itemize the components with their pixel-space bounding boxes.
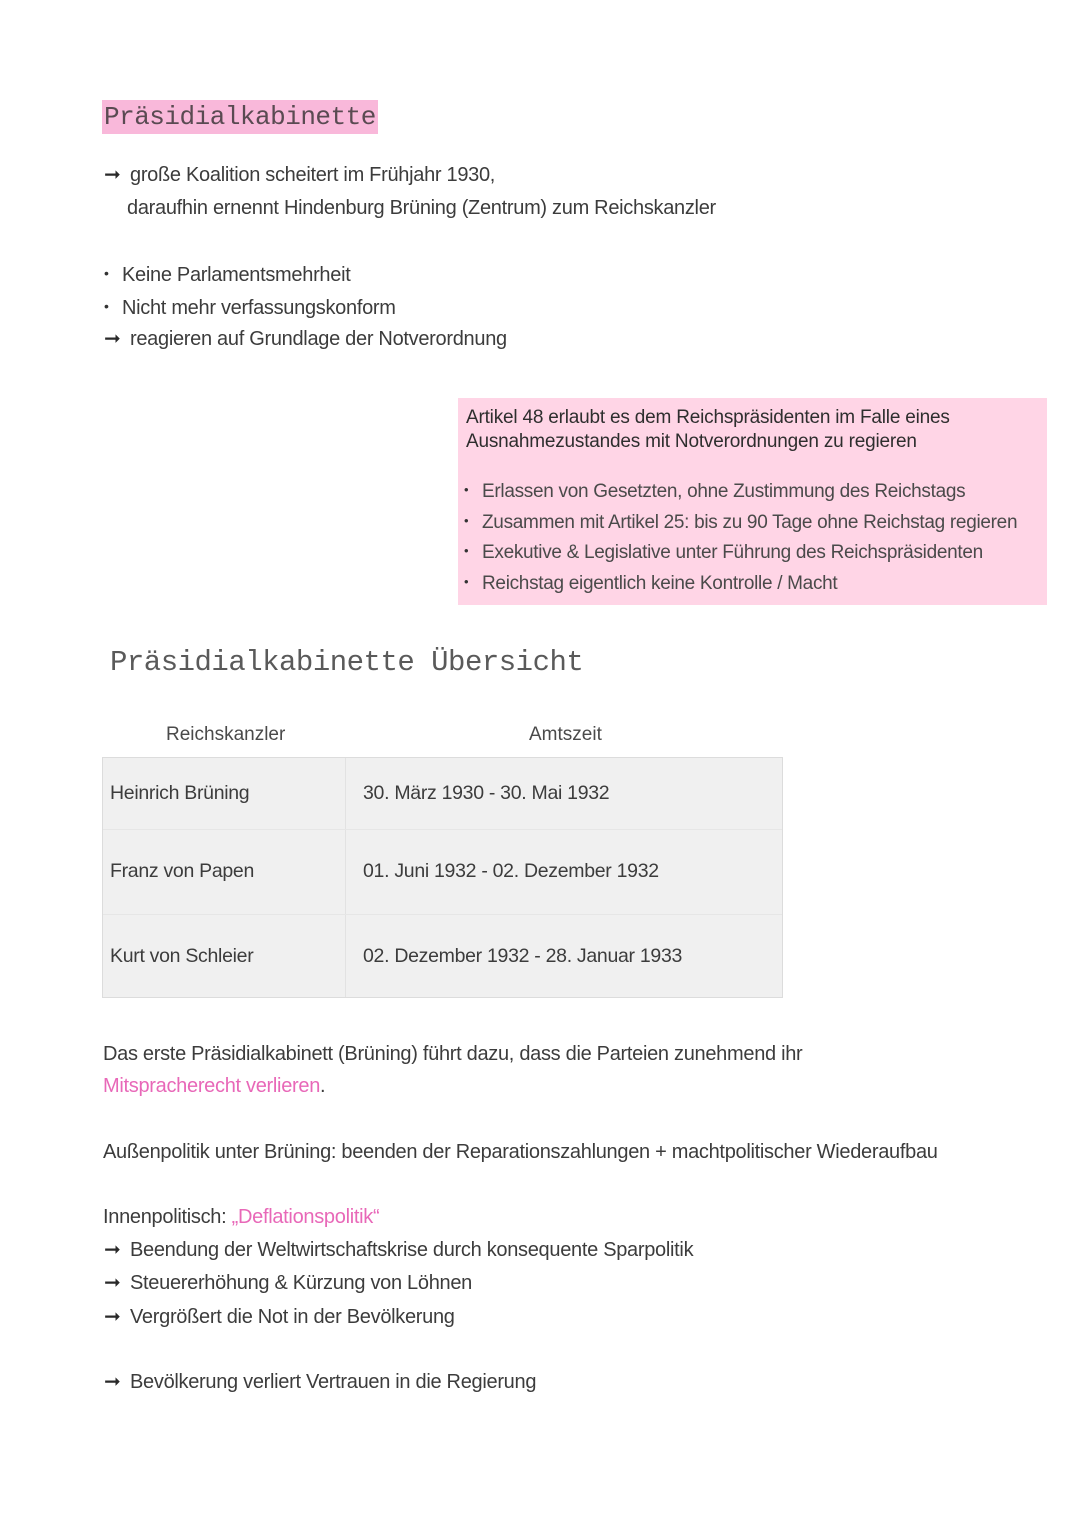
table-cell-term: 30. März 1930 - 30. Mai 1932 <box>363 782 610 804</box>
consequence-text: reagieren auf Grundlage der Notverordnung <box>130 328 507 350</box>
domestic-label: Innenpolitisch: <box>103 1206 232 1228</box>
paragraph-line-2: Mitspracherecht verlieren. <box>103 1075 326 1097</box>
bullet-icon: • <box>104 265 109 281</box>
table-header-amtszeit: Amtszeit <box>529 724 602 745</box>
table-cell-name: Heinrich Brüning <box>110 782 250 804</box>
highlight-deflationspolitik: „Deflationspolitik“ <box>231 1206 380 1228</box>
bullet-text: Nicht mehr verfassungskonform <box>122 297 396 319</box>
domestic-point: ➞ Beendung der Weltwirtschaftskrise durch konsequente Sparpolitik <box>104 1239 694 1261</box>
bullet-icon: • <box>104 298 109 314</box>
table-header-reichskanzler: Reichskanzler <box>166 724 286 745</box>
infobox-heading <box>466 406 950 454</box>
foreign-policy-line: Außenpolitik unter Brüning: beenden der Reparationszahlungen + machtpolitischer Wiederaufbau <box>103 1141 938 1163</box>
intro-line-1 <box>104 162 495 188</box>
section-title-uebersicht: Präsidialkabinette Übersicht <box>110 646 584 679</box>
arrow-right-icon: ➞ <box>104 1239 121 1261</box>
bullet-text: Keine Parlamentsmehrheit <box>122 264 351 286</box>
conclusion-line: ➞ Bevölkerung verliert Vertrauen in die Regierung <box>104 1371 537 1393</box>
bullet-icon: • <box>464 543 469 558</box>
table-cell-term: 02. Dezember 1932 - 28. Januar 1933 <box>363 945 683 967</box>
section-title-praesidialkabinette: Präsidialkabinette <box>104 102 376 132</box>
table-row-divider <box>103 829 782 830</box>
bullet-icon: • <box>464 512 469 528</box>
domestic-policy-line <box>103 1204 379 1230</box>
infobox-heading-line-2: Ausnahmezustandes mit Notverordnungen zu regieren <box>466 431 917 452</box>
bullet-icon: • <box>464 573 469 589</box>
bullet-icon: • <box>464 482 469 497</box>
intro-line-2: daraufhin ernennt Hindenburg Brüning (Zentrum) zum Reichskanzler <box>127 197 716 219</box>
paragraph-line-1: Das erste Präsidialkabinett (Brüning) führt dazu, dass die Parteien zunehmend ihr <box>103 1043 803 1065</box>
infobox-heading-line-1: Artikel 48 erlaubt es dem Reichspräsidenten im Falle eines <box>466 407 950 428</box>
domestic-point: ➞ Steuererhöhung & Kürzung von Löhnen <box>104 1272 472 1294</box>
consequence-line <box>104 326 507 352</box>
table-cell-name: Kurt von Schleier <box>110 945 254 967</box>
table-column-divider <box>345 758 346 997</box>
infobox-item: • Exekutive & Legislative unter Führung des Reichspräsidenten <box>464 537 1017 568</box>
table-cell-term: 01. Juni 1932 - 02. Dezember 1932 <box>363 860 659 882</box>
highlight-mitspracherecht: Mitspracherecht verlieren <box>103 1075 321 1097</box>
arrow-right-icon: ➞ <box>104 1306 121 1328</box>
bullet-item <box>104 293 396 321</box>
bullet-item <box>104 260 350 288</box>
infobox-list <box>464 476 1017 598</box>
infobox-item: • Erlassen von Gesetzten, ohne Zustimmung des Reichstags <box>464 476 1017 507</box>
domestic-point: ➞ Vergrößert die Not in der Bevölkerung <box>104 1306 455 1328</box>
table-cell-name: Franz von Papen <box>110 860 255 882</box>
chancellors-table <box>102 757 783 998</box>
arrow-right-icon: ➞ <box>104 164 121 186</box>
infobox-item: • Reichstag eigentlich keine Kontrolle / Macht <box>464 568 1017 599</box>
arrow-right-icon: ➞ <box>104 1371 121 1393</box>
infobox-item: • Zusammen mit Artikel 25: bis zu 90 Tage ohne Reichstag regieren <box>464 507 1017 538</box>
article-48-infobox <box>458 398 1047 605</box>
intro-text-1: große Koalition scheitert im Frühjahr 1930, <box>130 164 496 186</box>
arrow-right-icon: ➞ <box>104 328 121 350</box>
arrow-right-icon: ➞ <box>104 1272 121 1294</box>
table-row-divider <box>103 914 782 915</box>
